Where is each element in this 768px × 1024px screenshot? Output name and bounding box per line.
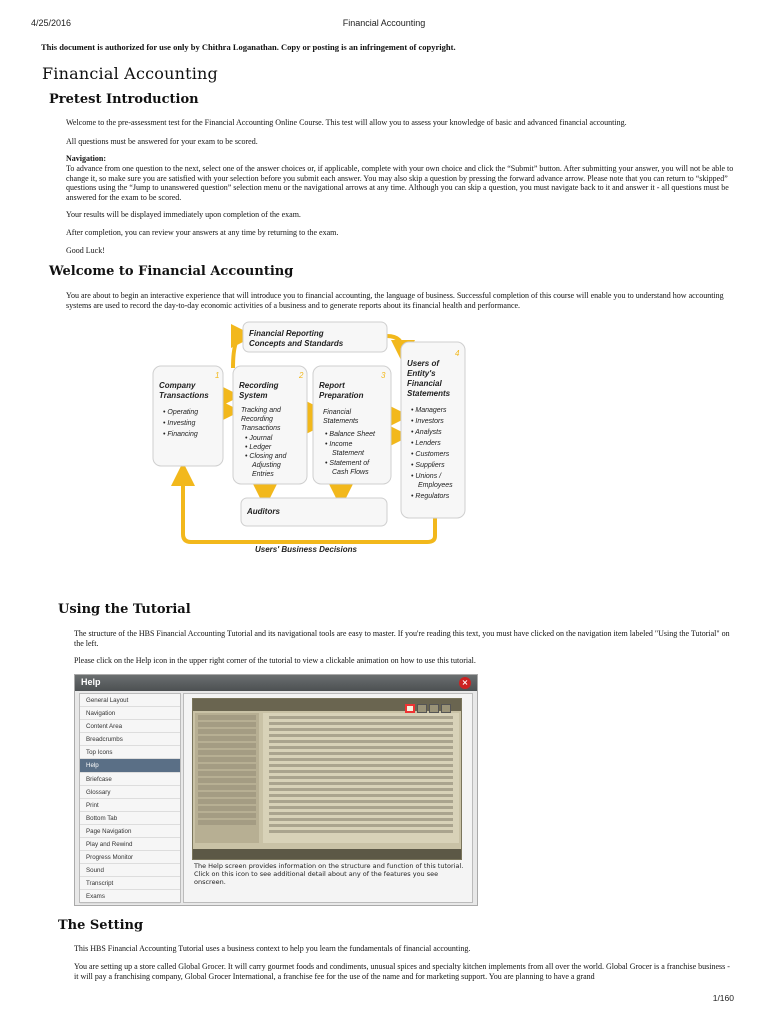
pretest-navigation [66,154,746,203]
pretest-paragraph-5: Good Luck! [66,246,105,255]
help-caption: The Help screen provides information on the structure and function of this tutorial. Click on this icon to see additional detail about any of the features you see onscreen. [194,862,464,887]
box2-sub-1: Tracking and [241,407,281,414]
box2-item-journal: Journal [249,435,273,442]
section-heading-setting: The Setting [58,918,144,933]
accounting-cycle-diagram [145,316,475,556]
svg-text:• Financing: • Financing [163,431,198,438]
svg-text:• Operating: • Operating [163,409,199,416]
concepts-standards-box [243,322,387,352]
box3-item-cash-flows: Cash Flows [332,469,369,476]
svg-text:• Analysts: • Analysts [411,429,442,436]
help-menu-item: Briefcase [80,773,180,786]
box2-sub-2: Recording [241,416,273,423]
box4-item-employees: Employees [418,482,453,489]
section-heading-tutorial: Using the Tutorial [58,602,191,617]
box4-title-2: Entity's [407,369,436,378]
print-icon [441,704,451,713]
svg-text:• Balance Sheet: • Balance Sheet [325,431,375,438]
box1-title-2: Transactions [159,391,209,400]
help-menu-item: Transcript [80,877,180,890]
tutorial-paragraph-2: Please click on the Help icon in the upper right corner of the tutorial to view a clickable animation on how to use this tutorial. [74,656,476,665]
svg-text:• Unions /: • Unions / [411,473,442,480]
pretest-paragraph-3: Your results will be displayed immediately upon completion of the exam. [66,210,301,219]
box2-title-2: System [239,391,268,400]
svg-text:• Customers: • Customers [411,451,450,458]
print-date: 4/25/2016 [31,18,72,28]
svg-text:• Lenders: • Lenders [411,440,441,447]
close-icon: × [459,677,471,689]
authorization-notice: This document is authorized for use only by Chithra Loganathan. Copy or posting is an infringement of copyright. [41,42,456,52]
help-menu-item: Content Area [80,720,180,733]
box1-item-investing: Investing [167,420,196,427]
help-menu-item-selected: Help [80,759,180,772]
pretest-paragraph-1: Welcome to the pre-assessment test for the Financial Accounting Online Course. This test will allow you to assess your knowledge of basic and advanced financial accounting. [66,118,627,127]
help-menu-item: Exams [80,890,180,903]
preview-content [263,713,459,843]
box2-item-adjusting: Adjusting [252,462,281,469]
box4-item-analysts: Analysts [415,429,442,436]
box4-title-4: Statements [407,389,451,398]
pretest-paragraph-4: After completion, you can review your answers at any time by returning to the exam. [66,228,339,237]
report-preparation-box [313,366,391,484]
help-screenshot [74,674,478,906]
svg-text:• Income: • Income [325,441,353,448]
box4-title-3: Financial [407,379,442,388]
box4-item-unions: Unions / [415,473,442,480]
help-menu-item: Sound [80,864,180,877]
svg-text:• Investing: • Investing [163,420,196,427]
welcome-paragraph: You are about to begin an interactive experience that will introduce you to financial accounting, the language of business. Successful completion of this course will enable you to understand how accounting systems are used to record the day-to-day economic activities of a business and to generate reports about its financial health and performance. [66,291,724,310]
box3-title-1: Report [319,381,345,390]
box4-item-customers: Customers [415,451,450,458]
box2-item-ledger: Ledger [249,444,272,451]
help-menu-item: Play and Rewind [80,838,180,851]
setting-paragraph-1: This HBS Financial Accounting Tutorial uses a business context to help you learn the fundamentals of financial accounting. [74,944,471,953]
help-menu-item: Progress Monitor [80,851,180,864]
glossary-icon [429,704,439,713]
help-icon [405,704,415,713]
help-menu-item: Top Icons [80,746,180,759]
page-number: 1/160 [712,993,734,1003]
concepts-line-1: Financial Reporting [249,329,324,338]
box3-sub-2: Statements [323,418,359,425]
preview-sidebar [195,713,259,843]
box4-item-regulators: Regulators [415,493,450,500]
navigation-text: To advance from one question to the next, select one of the answer choices or, if applicable, complete with your own choice and click the “Submit” button. After submitting your answer, you will not be able to change it, so make sure you are satisfied with your selection before you submit each answer. You may also skip a question by pressing the forward advance arrow. Please note that you can return to “skipped” questions using the “Jump to unanswered question” selection menu or the navigational arrows at any time. Although you can skip a question, you must navigate back to it and answer it - all questions must be answered for the exam to be scored. [66,163,734,202]
box2-title-1: Recording [239,381,279,390]
help-titlebar [75,675,477,691]
help-menu-item: Breadcrumbs [80,733,180,746]
svg-text:• Statement of: • Statement of [325,460,370,467]
company-transactions-box [153,366,223,466]
box1-item-operating: Operating [167,409,199,416]
step-number-4: 4 [455,349,460,358]
users-decisions-label: Users' Business Decisions [255,545,357,554]
users-box [401,342,465,518]
box1-item-financing: Financing [167,431,198,438]
box3-item-statement-of: Statement of [329,460,370,467]
auditors-box [241,498,387,526]
svg-text:• Ledger: • Ledger [245,444,272,451]
help-menu-item: Glossary [80,786,180,799]
box3-item-income: Income [329,441,353,448]
help-menu [79,693,181,903]
tutorial-paragraph-1: The structure of the HBS Financial Accounting Tutorial and its navigational tools are easy to master. If you're reading this text, you must have clicked on the navigation item labeled "Using the Tutorial" on the left. [74,629,730,648]
svg-text:• Investors: • Investors [411,418,444,425]
box2-item-entries: Entries [252,471,274,478]
svg-text:• Journal: • Journal [245,435,273,442]
help-menu-item: Page Navigation [80,825,180,838]
step-number-2: 2 [299,371,304,380]
box4-item-managers: Managers [415,407,447,414]
box3-sub-1: Financial [323,409,352,416]
step-number-3: 3 [381,371,386,380]
briefcase-icon [417,704,427,713]
box3-title-2: Preparation [319,391,364,400]
svg-text:• Suppliers: • Suppliers [411,462,445,469]
section-heading-welcome: Welcome to Financial Accounting [49,264,294,279]
box4-title-1: Users of [407,359,440,368]
navigation-label: Navigation: [66,154,106,163]
setting-paragraph-2: You are setting up a store called Global Grocer. It will carry gourmet foods and condiments, unusual spices and specialty kitchen implements from all over the world. Global Grocer is a franchise business - it will pay a franchising company, Global Grocer International, a franchise fee for the use of the name and for marketing support. You are planning to have a grand [74,962,730,981]
pretest-paragraph-2: All questions must be answered for your exam to be scored. [66,137,258,146]
box4-item-lenders: Lenders [415,440,441,447]
auditors-label: Auditors [247,507,280,516]
recording-system-box [233,366,307,484]
svg-text:• Closing and: • Closing and [245,453,287,460]
help-menu-item: General Layout [80,694,180,707]
svg-text:• Managers: • Managers [411,407,447,414]
help-title: Help [81,677,101,687]
page-title: Financial Accounting [42,64,218,83]
help-preview-panel [183,693,473,903]
help-menu-item: Bottom Tab [80,812,180,825]
tutorial-preview-image [192,698,462,860]
svg-text:• Regulators: • Regulators [411,493,450,500]
box2-item-closing: Closing and [249,453,287,460]
box3-item-balance-sheet: Balance Sheet [329,431,375,438]
help-menu-item: Navigation [80,707,180,720]
box2-sub-3: Transactions [241,425,281,432]
step-number-1: 1 [215,371,220,380]
help-menu-item: Print [80,799,180,812]
concepts-line-2: Concepts and Standards [249,339,344,348]
box1-title-1: Company [159,381,196,390]
box3-item-statement: Statement [332,450,364,457]
header-title: Financial Accounting [342,18,426,28]
box4-item-investors: Investors [415,418,444,425]
box4-item-suppliers: Suppliers [415,462,445,469]
section-heading-pretest: Pretest Introduction [49,92,199,107]
